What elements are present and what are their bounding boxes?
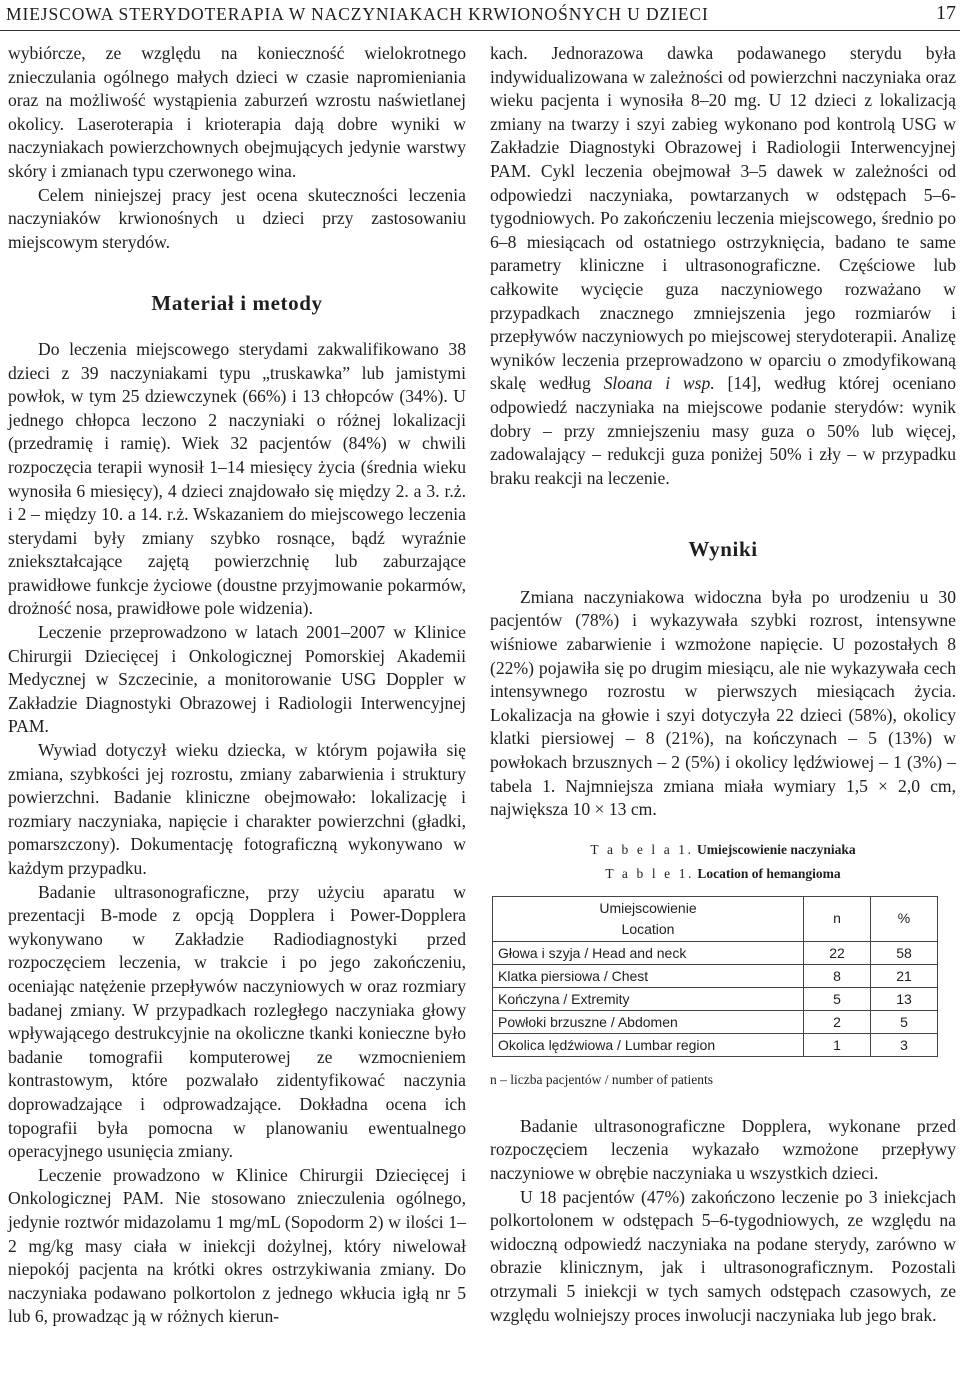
running-header (0, 0, 960, 34)
table-row (493, 1010, 938, 1033)
cell-percent: 58 (871, 941, 938, 964)
cell-percent: 21 (871, 964, 938, 987)
methods-paragraph-4: Badanie ultrasonograficzne, przy użyciu aparatu w prezentacji B-mode z opcją Dopplera i Power-Dopplera wykonywano w Zakładzie Radiodiagnostyki przed rozpoczęciem leczenia, w trakcie i po jego zakończeniu, oceniając natężenie przepływów naczyniowych w oraz rozmiary badanej zmiany. W przypadkach rozległego naczyniaka głowy wpływającego destrukcyjnie na okoliczne tkanki konieczne było badanie tomografii komputerowej ze wzmocnieniem kontrastowym, które pozwalało zidentyfikować naczynia doprowadzające i odprowadzające. Dokładna ocena ich topografii była pomocna w planowaniu ewentualnego operacyjnego usunięcia zmiany. (8, 881, 466, 1162)
left-column (8, 42, 466, 1329)
methods-continuation-text-a: kach. Jednorazowa dawka podawanego sterydu była indywidualizowana w zależności od powierzchni naczyniaka oraz wieku pacjenta i wynosiła 8–20 mg. U 12 dzieci z lokalizacją zmiany na twarzy i szyi zabieg wykonano pod kontrolą USG w Zakładzie Diagnostyki Obrazowej i Radiologii Interwencyjnej PAM. Cykl leczenia obejmował 3–5 dawek w zależności od odpowiedzi naczyniaka, powtarzanych w odstępach 5–6-tygodniowych. Po zakończeniu leczenia miejscowego, średnio po 6–8 miesiącach od ostatniego ostrzyknięcia, badano te same parametry kliniczne i ultrasonograficzne. Częściowe lub całkowite wycięcie guza naczyniowego rozważano w przypadkach znacznego zmniejszenia jego rozmiarów i przepływów naczyniowych po miejscowej sterydoterapii. Analizę wyników leczenia przeprowadzono w oparciu o zmodyfikowaną skalę według (490, 43, 956, 394)
methods-paragraph-3: Wywiad dotyczył wieku dziecka, w którym pojawiła się zmiana, szybkości jej rozrostu, zmiany zabarwienia i struktury powierzchni. Badanie kliniczne obejmowało: lokalizację i rozmiary naczyniaka, napięcie i charakter powierzchni (gładki, pomarszczony). Dokumentację fotograficzną wykonywano w każdym przypadku. (8, 740, 466, 878)
methods-continuation (490, 42, 956, 490)
cell-n: 1 (804, 1033, 871, 1056)
methods-paragraph-1: Do leczenia miejscowego sterydami zakwalifikowano 38 dzieci z 39 naczyniakami typu „truskawka” lub jamistymi powłok, w tym 25 dziewczynek (66%) i 13 chłopców (34%). U jednego chłopca leczono 2 naczyniaki o różnej lokalizacji (przedramię i ramię). Wiek 32 pacjentów (84%) w chwili rozpoczęcia terapii wynosił 1–14 miesięcy życia (średnia wieku wynosiła 6 miesięcy), 4 dzieci znajdowało się między 2. a 3. r.ż. i 2 – między 10. a 14. r.ż. Wskazaniem do miejscowego leczenia sterydami były zmiany szybko rosnące, bądź wyraźnie zniekształcające zajętą powierzchnię lub zaburzające prawidłowe funkcje życiowe (doustne przyjmowanie pokarmów, drożność nosa, prawidłowe pole widzenia). (8, 338, 466, 619)
aim-paragraph: Celem niniejszej pracy jest ocena skuteczności leczenia naczyniaków krwionośnych u dzieci przy zastosowaniu miejscowym sterydów. (8, 184, 466, 252)
table-header-row (493, 896, 938, 941)
table-caption-pl (490, 840, 956, 860)
page-number: 17 (936, 2, 956, 24)
table-title-en: Location of hemangioma (697, 865, 841, 881)
methods-continuation-text-b: [14], według której oceniano odpowiedź naczyniaka na miejscowe podanie sterydów: wynik dobry – przy zmniejszeniu masy guza o 50% lub więcej, zadowalający – redukcji guza poniżej 50% i zły – w przypadku braku reakcji na leczenie. (490, 373, 956, 488)
table-label-en: T a b l e 1. (605, 865, 695, 881)
cell-location: Powłoki brzuszne / Abdomen (493, 1010, 804, 1033)
cell-percent: 3 (871, 1033, 938, 1056)
location-table (492, 896, 938, 1057)
table-label-pl: T a b e l a 1. (590, 841, 694, 857)
cell-location: Klatka piersiowa / Chest (493, 964, 804, 987)
table-row (493, 987, 938, 1010)
table-footnote: n – liczba pacjentów / number of patients (490, 1071, 714, 1087)
cell-n: 8 (804, 964, 871, 987)
cell-n: 22 (804, 941, 871, 964)
table-caption-en (490, 864, 956, 884)
column-header-location (493, 896, 804, 941)
cell-location: Głowa i szyja / Head and neck (493, 941, 804, 964)
column-header-location-en: Location (621, 920, 675, 937)
table-row (493, 941, 938, 964)
results-paragraph-1: Zmiana naczyniakowa widoczna była po urodzeniu u 30 pacjentów (78%) i wykazywała szybki rozrost, intensywne wiśniowe zabarwienie i wzmożone napięcie. U pozostałych 8 (22%) pojawiła się po drugim miesiącu, ale nie wykazywała cech intensywnego rozrostu w pierwszych miesiącach życia. Lokalizacja na głowie i szyi dotyczyła 22 dzieci (58%), okolicy klatki piersiowej – 8 (21%), na kończynach – 5 (13%) w powłokach brzusznych – 2 (5%) i okolicy lędźwiowej – 1 (3%) – tabela 1. Najmniejsza zmiana miała wymiary 1,5 × 2,0 cm, największa 10 × 13 cm. (490, 586, 956, 820)
cell-n: 2 (804, 1010, 871, 1033)
header-rule (0, 30, 960, 31)
methods-paragraph-5: Leczenie prowadzono w Klinice Chirurgii Dziecięcej i Onkologicznej PAM. Nie stosowano znieczulenia ogólnego, jedynie roztwór midazolamu 1 mg/mL (Sopodorm 2) w ilości 1–2 mg/kg masy ciała w iniekcji dożylnej, który niwelował niepokój pacjenta na krótki okres ostrzykiwania zmiany. Do naczyniaka podawano polkortolon z jednego wkłucia igłą nr 5 lub 6, prowadząc ją w różnych kierun- (8, 1164, 466, 1327)
cell-percent: 13 (871, 987, 938, 1010)
results-paragraph-3: U 18 pacjentów (47%) zakończono leczenie po 3 iniekcjach polkortolonem w odstępach 5–6-tygodniowych, ze względu na widoczną odpowiedź naczyniaka na podane sterydy, zarówno w obrazie klinicznym, jak i ultrasonograficznym. Pozostali otrzymali 5 iniekcji w tych samych odstępach czasowych, ze względu wolniejszy proces inwolucji naczyniaka lub jego brak. (490, 1186, 956, 1325)
column-header-percent: % (871, 896, 938, 941)
cell-n: 5 (804, 987, 871, 1010)
table-row (493, 964, 938, 987)
running-title: MIEJSCOWA STERYDOTERAPIA W NACZYNIAKACH KRWIONOŚNYCH U DZIECI (6, 4, 709, 24)
column-header-location-pl: Umiejscowienie (599, 899, 697, 916)
methods-paragraph-2: Leczenie przeprowadzono w latach 2001–2007 w Klinice Chirurgii Dziecięcej i Onkologicznej Pomorskiej Akademii Medycznej w Szczecinie, a monitorowanie USG Doppler w Zakładzie Diagnostyki Obrazowej i Radiologii Interwencyjnej PAM. (8, 622, 466, 737)
table-row (493, 1033, 938, 1056)
results-heading: Wyniki (688, 537, 758, 562)
table-title-pl: Umiejscowienie naczyniaka (697, 841, 856, 857)
cell-location: Okolica lędźwiowa / Lumbar region (493, 1033, 804, 1056)
results-paragraph-2: Badanie ultrasonograficzne Dopplera, wykonane przed rozpoczęciem leczenia wykazało wzmożone przepływy naczyniowe w obrębie naczyniaka u wszystkich dzieci. (490, 1115, 956, 1183)
column-header-n: n (804, 896, 871, 941)
cell-location: Kończyna / Extremity (493, 987, 804, 1010)
right-column (490, 42, 956, 1327)
reference-author: Sloana i wsp. (603, 373, 715, 394)
methods-heading: Materiał i metody (151, 291, 323, 316)
intro-paragraph: wybiórcze, ze względu na konieczność wielokrotnego znieczulania ogólnego małych dzieci w czasie napromieniania oraz na możliwość wystąpienia zaburzeń wzrostu naświetlanej okolicy. Laseroterapia i krioterapia dają dobre wyniki w naczyniakach powierzchownych obejmujących jedynie warstwy skóry i zmianach typu czerwonego wina. (8, 43, 466, 181)
cell-percent: 5 (871, 1010, 938, 1033)
